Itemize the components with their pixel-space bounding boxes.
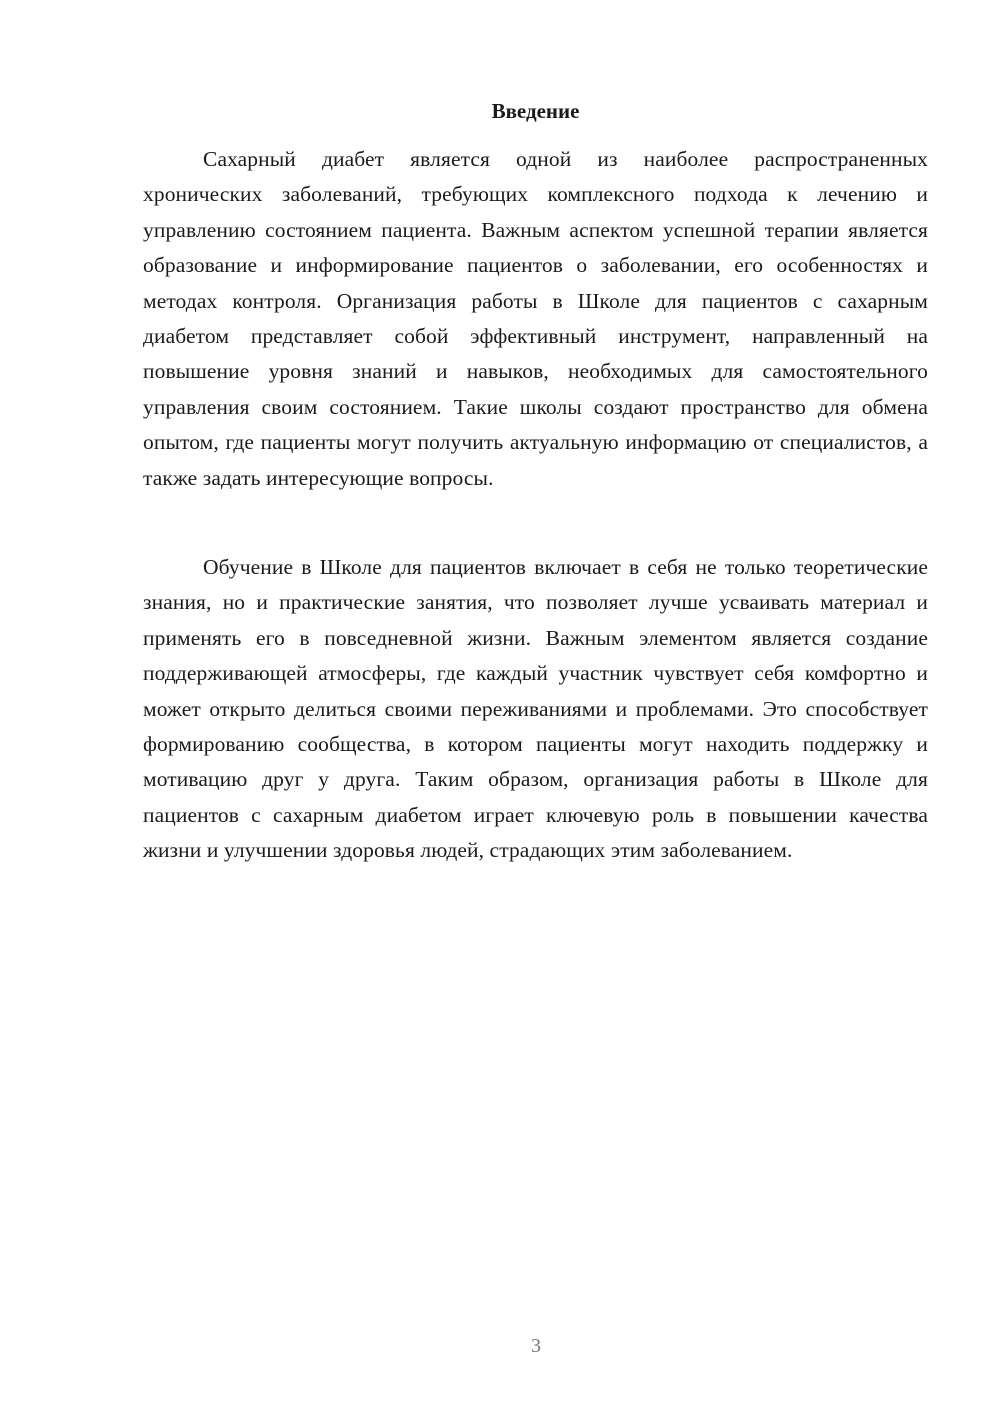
section-heading: Введение (491, 99, 580, 123)
paragraph-training: Обучение в Школе для пациентов включает в себя не только теоретические знания, но и практические занятия, что позволяет лучше усваивать материал и применять его в повседневной жизни. Важным элементом является создание поддерживающей атмосферы, где каждый участник чувствует себя комфортно и может открыто делиться своими переживаниями и проблемами. Это способствует формированию сообщества, в котором пациенты могут находить поддержку и мотивацию друг у друга. Таким образом, организация работы в Школе для пациентов с сахарным диабетом играет ключевую роль в повышении качества жизни и улучшении здоровья людей, страдающих этим заболеванием. (143, 555, 928, 863)
page-number: 3 (531, 1335, 541, 1357)
paragraph-intro: Сахарный диабет является одной из наиболее распространенных хронических заболеваний, требующих комплексного подхода к лечению и управлению состоянием пациента. Важным аспектом успешной терапии является образование и информирование пациентов о заболевании, его особенностях и методах контроля. Организация работы в Школе для пациентов с сахарным диабетом представляет собой эффективный инструмент, направленный на повышение уровня знаний и навыков, необходимых для самостоятельного управления своим состоянием. Такие школы создают пространство для обмена опытом, где пациенты могут получить актуальную информацию от специалистов, а также задать интересующие вопросы. (143, 147, 928, 490)
